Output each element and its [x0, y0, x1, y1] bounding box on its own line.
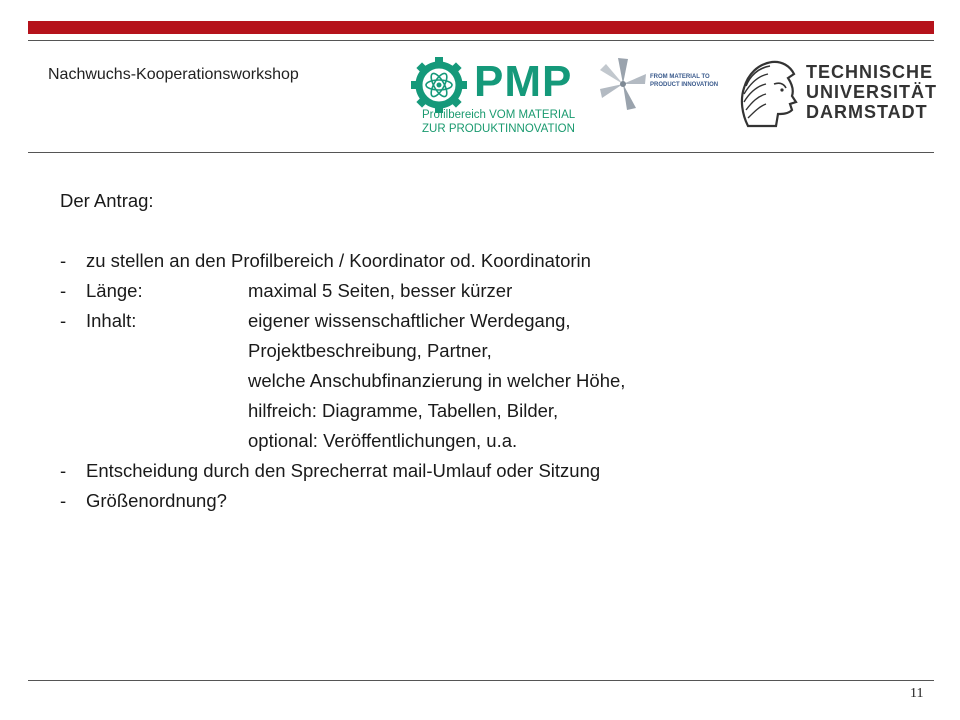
from-material-line1: FROM MATERIAL TO — [650, 74, 710, 80]
header-bottom-rule — [28, 152, 934, 153]
list-dash: - — [60, 460, 67, 481]
list-dash: - — [60, 310, 67, 331]
list-item-value: eigener wissenschaftlicher Werdegang, — [248, 310, 571, 331]
list-item — [60, 246, 920, 276]
pmp-logo — [410, 56, 590, 140]
tu-darmstadt-name — [806, 62, 937, 122]
from-material-text — [650, 73, 718, 89]
tu-line3: DARMSTADT — [806, 102, 928, 122]
from-material-line2: PRODUCT INNOVATION — [650, 82, 719, 88]
list-continuation: welche Anschubfinanzierung in welcher Höhe, — [248, 370, 626, 391]
atom-gear-icon — [410, 56, 468, 114]
workshop-title: Nachwuchs-Kooperationsworkshop — [48, 66, 299, 83]
pmp-subtitle-line1: Profilbereich VOM MATERIAL — [422, 109, 576, 121]
top-accent-bar — [28, 21, 934, 34]
list-continuation: optional: Veröffentlichungen, u.a. — [248, 430, 518, 451]
tu-darmstadt-logo — [736, 56, 938, 132]
tu-line1: TECHNISCHE — [806, 62, 934, 82]
list-item-text: zu stellen an den Profilbereich / Koordinator od. Koordinatorin — [86, 250, 591, 271]
list-item-key: Länge: — [86, 280, 143, 301]
list-item-key: Inhalt: — [86, 310, 137, 331]
pmp-wordmark: PMP — [474, 57, 573, 106]
list-item-text: Entscheidung durch den Sprecherrat mail-Umlauf oder Sitzung — [86, 460, 601, 481]
list-dash: - — [60, 250, 67, 271]
propeller-icon — [598, 56, 648, 112]
athena-head-icon — [736, 56, 800, 132]
list-item — [60, 276, 920, 306]
list-item — [60, 486, 920, 516]
list-item-value: maximal 5 Seiten, besser kürzer — [248, 280, 513, 301]
list-item — [60, 306, 920, 336]
pmp-subtitle-line2: ZUR PRODUKTINNOVATION — [422, 123, 575, 135]
pmp-subtitle — [422, 108, 575, 136]
slide-content — [60, 186, 920, 516]
list-dash: - — [60, 490, 67, 511]
header-top-rule — [28, 40, 934, 41]
list-dash: - — [60, 280, 67, 301]
list-item — [60, 456, 920, 486]
list-continuation: hilfreich: Diagramme, Tabellen, Bilder, — [248, 400, 559, 421]
from-material-logo — [598, 56, 720, 112]
list-item-text: Größenordnung? — [86, 490, 227, 511]
page-number: 11 — [910, 686, 924, 701]
content-heading: Der Antrag: — [60, 190, 154, 211]
tu-line2: UNIVERSITÄT — [806, 82, 938, 102]
footer-rule — [28, 680, 934, 681]
list-continuation: Projektbeschreibung, Partner, — [248, 340, 492, 361]
